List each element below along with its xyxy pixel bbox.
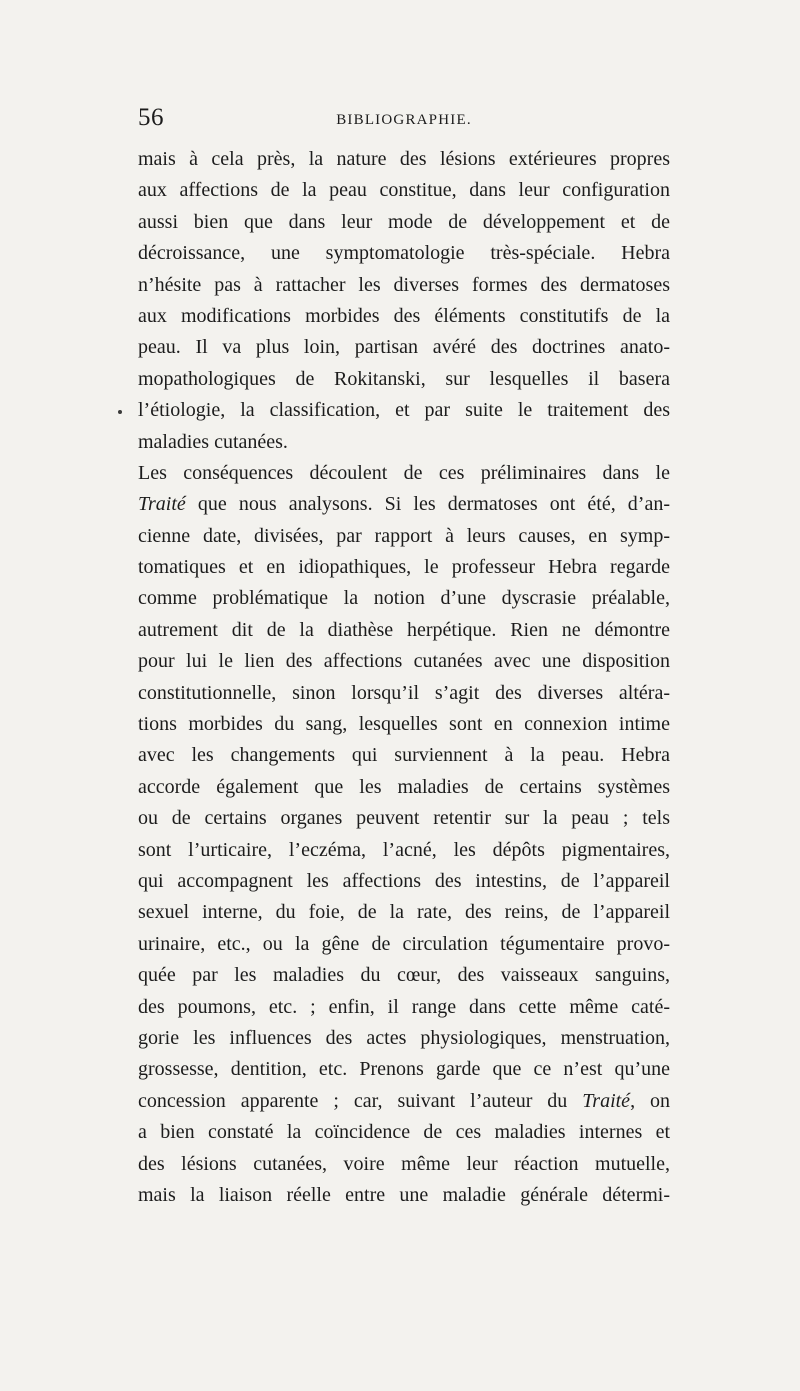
page-header <box>138 104 670 134</box>
text-line: urinaire, etc., ou la gêne de circulation tégumentaire provo- <box>138 932 670 955</box>
text-line <box>138 1086 670 1117</box>
italic-title: Traité <box>582 1089 631 1112</box>
text-line: accorde également que les maladies de certains systèmes <box>138 775 670 798</box>
text-line: mopathologiques de Rokitanski, sur lesquelles il basera <box>138 367 670 390</box>
text-line: des poumons, etc. ; enfin, il range dans cette même caté- <box>138 995 670 1018</box>
text-line: des lésions cutanées, voire même leur réaction mutuelle, <box>138 1152 670 1175</box>
text-line: mais la liaison réelle entre une maladie générale détermi- <box>138 1183 670 1206</box>
text-line: cienne date, divisées, par rapport à leurs causes, en symp- <box>138 524 670 547</box>
text-line: maladies cutanées. <box>138 430 288 453</box>
text-line: décroissance, une symptomatologie très-spéciale. Hebra <box>138 242 670 265</box>
text-line: autrement dit de la diathèse herpétique. Rien ne démontre <box>138 618 670 641</box>
text-line: peau. Il va plus loin, partisan avéré des doctrines anato- <box>138 336 670 359</box>
text-line: ou de certains organes peuvent retentir sur la peau ; tels <box>138 807 670 830</box>
italic-title: Traité <box>138 493 186 516</box>
text-line: grossesse, dentition, etc. Prenons garde que ce n’est qu’une <box>138 1058 670 1081</box>
text-line: tomatiques et en idiopathiques, le professeur Hebra regarde <box>138 556 670 579</box>
text-line: sexuel interne, du foie, de la rate, des reins, de l’appareil <box>138 901 670 924</box>
text-line: tions morbides du sang, lesquelles sont en connexion intime <box>138 713 670 736</box>
text-line: a bien constaté la coïncidence de ces maladies internes et <box>138 1121 670 1144</box>
text-line: n’hésite pas à rattacher les diverses formes des dermatoses <box>138 273 670 296</box>
text-line: mais à cela près, la nature des lésions extérieures propres <box>138 148 670 170</box>
text-line: aux modifications morbides des éléments constitutifs de la <box>138 304 670 327</box>
text-line: pour lui le lien des affections cutanées avec une disposition <box>138 650 670 673</box>
text-line: comme problématique la notion d’une dyscrasie préalable, <box>138 587 670 610</box>
text-line <box>138 489 670 520</box>
text-line: gorie les influences des actes physiologiques, menstruation, <box>138 1026 670 1049</box>
text-line: constitutionnelle, sinon lorsqu’il s’agit des diverses altéra- <box>138 681 670 704</box>
text-line: sont l’urticaire, l’eczéma, l’acné, les dépôts pigmentaires, <box>138 838 670 861</box>
text-line: aux affections de la peau constitue, dans leur configuration <box>138 179 670 202</box>
text-line: Les conséquences découlent de ces préliminaires dans le <box>138 461 670 484</box>
text-line: quée par les maladies du cœur, des vaisseaux sanguins, <box>138 964 670 987</box>
running-head: BIBLIOGRAPHIE. <box>336 112 472 128</box>
body-text <box>138 144 670 1211</box>
text-line: qui accompagnent les affections des intestins, de l’appareil <box>138 869 670 892</box>
text-segment: concession apparente ; car, suivant l’auteur du <box>138 1089 583 1112</box>
text-line: avec les changements qui surviennent à la peau. Hebra <box>138 744 670 767</box>
margin-mark <box>118 410 122 414</box>
text-line: l’étiologie, la classification, et par suite le traitement des <box>138 399 670 422</box>
page-number: 56 <box>138 104 164 131</box>
text-segment: que nous analysons. Si les dermatoses ont été, d’an- <box>185 493 670 516</box>
text-segment: , on <box>630 1089 671 1112</box>
text-line: aussi bien que dans leur mode de développement et de <box>138 210 670 233</box>
